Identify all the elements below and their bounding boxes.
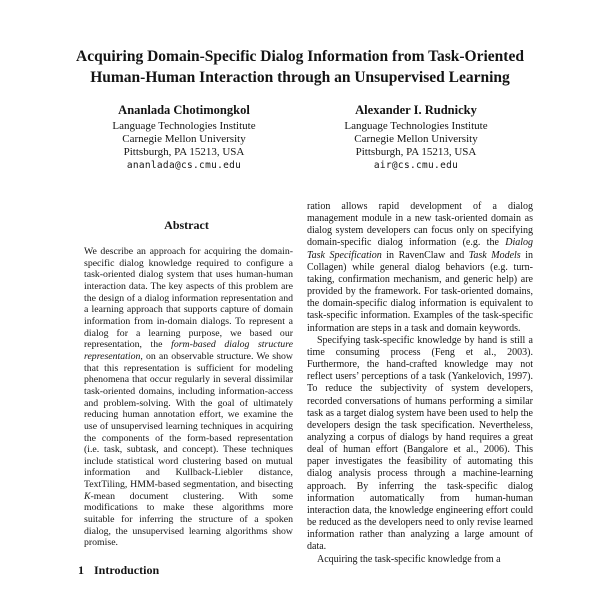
body-paragraph bbox=[307, 554, 533, 566]
text-segment: Task Models bbox=[468, 249, 521, 261]
author-name: Alexander I. Rudnicky bbox=[355, 103, 477, 117]
section-number: 1 bbox=[78, 563, 84, 578]
text-segment: ration allows rapid development of a dialog management module in a new task-oriented domain as dialog system developers can focus only on specifying domain-specific dialog information (e.g. the bbox=[307, 201, 533, 249]
right-column bbox=[307, 201, 533, 600]
section-heading-introduction bbox=[76, 563, 297, 578]
author-affiliation-line: Carnegie Mellon University bbox=[122, 133, 246, 145]
author-email: ananlada@cs.cmu.edu bbox=[126, 160, 242, 171]
left-column bbox=[76, 218, 297, 578]
author-affiliation-line: Pittsburgh, PA 15213, USA bbox=[355, 146, 477, 158]
body-paragraph bbox=[307, 335, 533, 554]
author-name: Ananlada Chotimongkol bbox=[118, 103, 250, 117]
text-segment: We describe an approach for acquiring the domain-specific dialog knowledge required to configure a task-oriented dialog system that uses human-human interaction data. The key aspects of this problem are the design of a dialog information representation and a learning approach that supports capture of domain information from in-domain dialogs. To represent a dialog for a learning purpose, we based our representation, the bbox=[84, 246, 293, 351]
paper-title-line-1: Acquiring Domain-Specific Dialog Information from Task-Oriented bbox=[76, 48, 524, 65]
text-segment: form-based dialog structure representation bbox=[84, 339, 294, 362]
text-segment: Specifying task-specific knowledge by hand is still a time consuming process (Feng et al., 2003). Furthermore, the hand-crafted knowledge may not reflect users’ perceptions of a task (Yankelovich, 1997). To reduce the subjectivity of system developers, recorded conversations of humans performing a similar task as a target dialog system have been used to help the developers design the task specification. Nevertheless, analyzing a corpus of dialogs by hand requires a great deal of human effort (Bangalore et al., 2006). This paper investigates the feasibility of automating this dialog analysis process through a machine-learning approach. By inferring the task-specific dialog information automatically from human-human interaction data, the knowledge engineering effort could be reduced as the developers need to only revise learned information rather than analyzing a large amount of data. bbox=[307, 334, 533, 553]
text-segment: in RavenClaw and bbox=[381, 249, 469, 261]
abstract-heading: Abstract bbox=[164, 218, 209, 232]
section-title: Introduction bbox=[94, 563, 160, 578]
body-paragraph bbox=[307, 201, 533, 335]
paper-title-line-2: Human-Human Interaction through an Unsupervised Learning bbox=[90, 69, 510, 86]
text-segment: Dialog Task Specification bbox=[307, 237, 533, 261]
author-affiliation-line: Pittsburgh, PA 15213, USA bbox=[123, 146, 245, 158]
text-segment: in Collagen) while general dialog behaviors (e.g. turn-taking, confirmation mechanism, and generic help) are provided by the framework. For task-oriented domains, the domain-specific dialog information is equivalent to task-specific information. Examples of the task-specific information are steps in a task and domain keywords. bbox=[307, 249, 533, 334]
author-block-1 bbox=[68, 103, 300, 172]
abstract-text bbox=[84, 246, 293, 549]
author-affiliation-line: Language Technologies Institute bbox=[112, 120, 256, 132]
text-segment: , on an observable structure. We show that this representation is sufficient for modeling phenomena that occur regularly in several dissimilar task-oriented domains, including information-access and problem-solving. With the goal of ultimately reducing human annotation effort, we examine the use of unsupervised learning techniques in acquiring the components of the form-based representation (i.e. task, subtask, and concept). These techniques include statistical word clustering based on mutual information and Kullback-Liebler distance, TextTiling, HMM-based segmentation, and bisecting bbox=[84, 350, 293, 491]
text-segment: -mean document clustering. With some modifications to make these algorithms more suitable for inferring the structure of a spoken dialog, the unsupervised learning algorithms show promise. bbox=[84, 490, 293, 549]
author-affiliation-line: Carnegie Mellon University bbox=[354, 133, 478, 145]
text-segment: K bbox=[84, 490, 91, 502]
paper-title bbox=[45, 46, 555, 88]
author-affiliation-line: Language Technologies Institute bbox=[344, 120, 488, 132]
author-email: air@cs.cmu.edu bbox=[373, 160, 459, 171]
text-segment: Acquiring the task-specific knowledge from a bbox=[317, 553, 501, 565]
authors-row bbox=[68, 103, 532, 172]
author-block-2 bbox=[300, 103, 532, 172]
